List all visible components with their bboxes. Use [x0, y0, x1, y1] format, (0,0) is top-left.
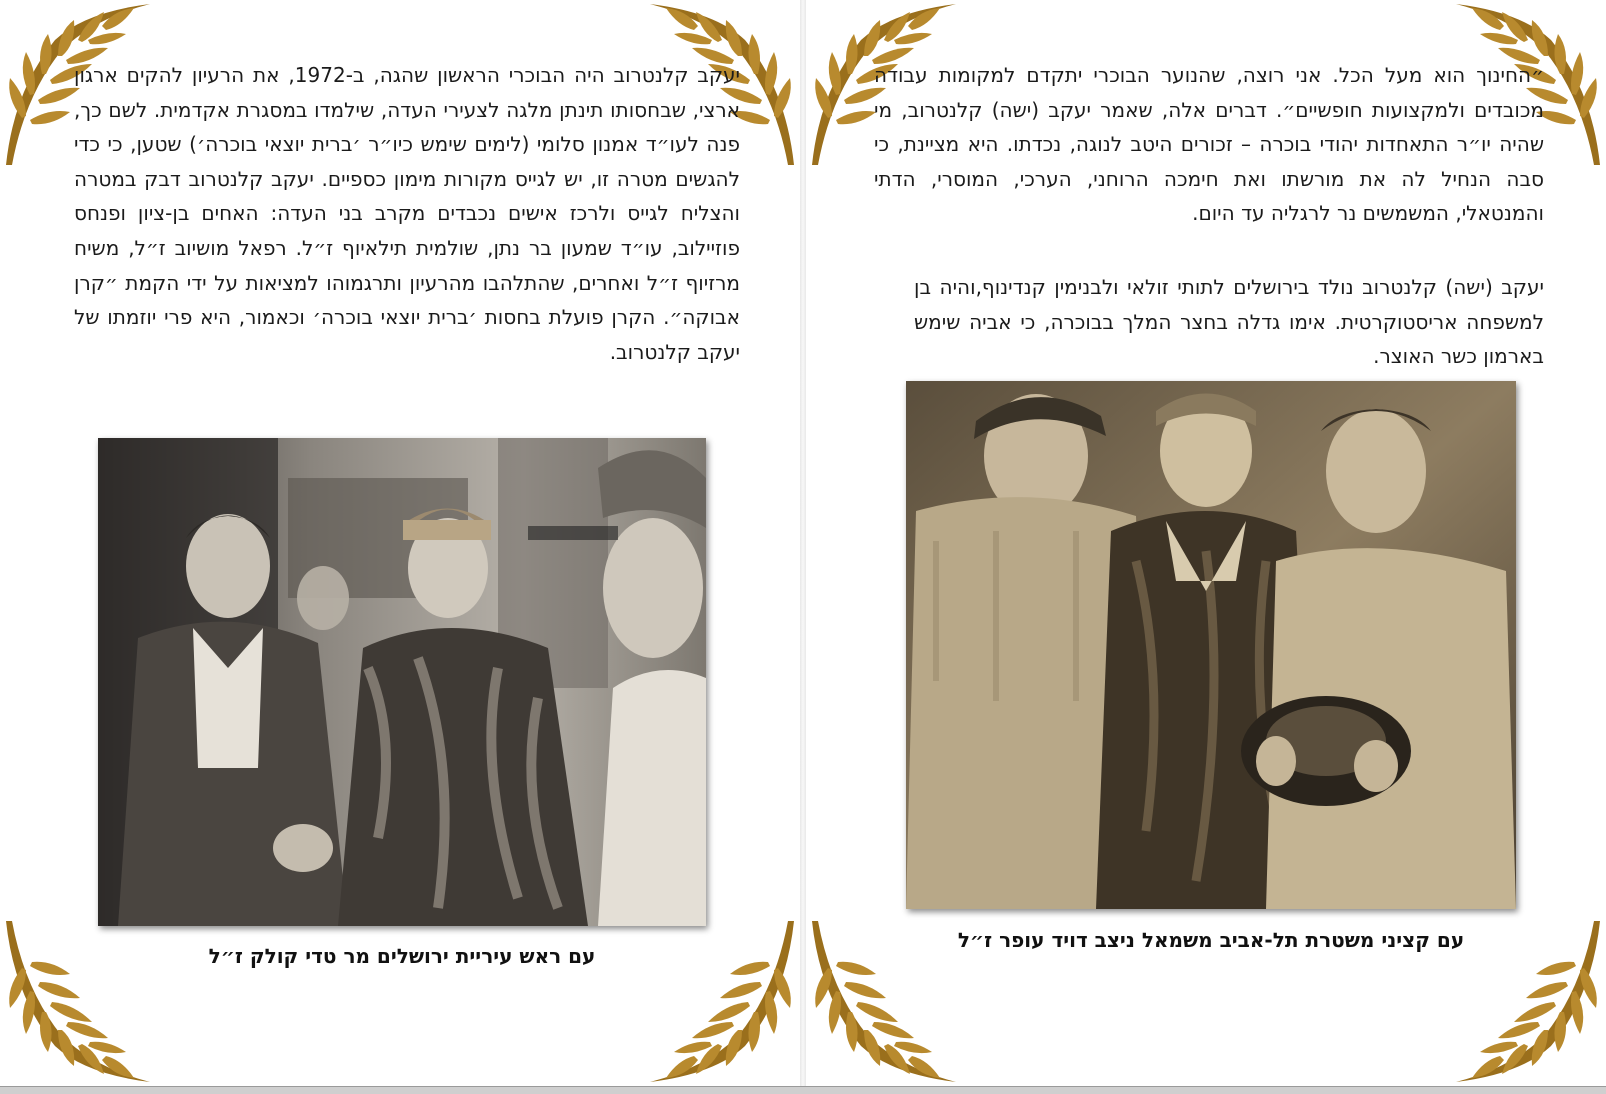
gold-leaf-sprig-icon: [630, 916, 800, 1086]
left-paragraph: יעקב קלנטרוב היה הבוכרי הראשון שהגה, ב-1972, את הרעיון להקים ארגון ארצי, שבחסותו תינתן מלגה לצעירי העדה, שילמדו במסגרת אקדמית. לשם כך, פנה לעו״ד אמנון סלומי (לימים שימש כיו״ר ׳ברית יוצאי בוכרה׳) שטען, כי כדי להגשים מטרה זו, יש לגייס מקורות מימון כספיים. יעקב קלנטרוב דבק במטרה והצליח לגייס ולרכז אישים נכבדים מקרב בני העדה: האחים בן-ציון ופנחס פוזיילוב, עו״ד שמעון בר נתן, שולמית תילאיוף ז״ל. רפאל מושיוב ז״ל, משיח מרזיוף ז״ל ואחרים, שהתלהבו מהרעיון ותרגמוהו למציאות על ידי הקמת ״קרן אבוקה״. הקרן פועלת בחסות ׳ברית יוצאי בוכרה׳ וכאמור, היא פרי יוזמתו של יעקב קלנטרוב.: [74, 63, 740, 364]
ornament-bottom-left: [0, 916, 170, 1086]
photo-teddy-kollek: [98, 438, 706, 926]
ornament-bottom-right: [630, 916, 800, 1086]
gold-leaf-sprig-icon: [0, 916, 170, 1086]
left-photo-caption: עם ראש עיריית ירושלים מר טדי קולק ז״ל: [208, 944, 596, 968]
left-page: [0, 0, 800, 1086]
right-photo-caption: עם קציני משטרת תל-אביב משמאל ניצב דויד עופר ז״ל: [957, 928, 1465, 952]
right-paragraph-2: יעקב (ישה) קלנטרוב נולד בירושלים לתותי זולאי ולבנימין קנדינוף,והיה בן למשפחה אריסטוקרטית. אימו גדלה בחצר המלך בבוכרה, כי אביה שימש בארמון כשר האוצר.: [914, 275, 1544, 369]
right-page: [806, 0, 1606, 1086]
right-paragraph-1: ״החינוך הוא מעל הכל. אני רוצה, שהנוער הבוכרי יתקדם למקומות עבודה מכובדים ולמקצועות חופשיים״. דברים אלה, שאמר יעקב (ישה) קלנטרוב, מי שהיה יו״ר התאחדות יהודי בוכרה – זכורים היטב לנוגה, נכדתו. היא מציינת, כי סבה הנחיל לה את מורשתו ואת חימכה הרוחני, הערכי, המוסרי, הדתי והמנטאלי, המשמשים נר לרגליה עד היום.: [874, 63, 1544, 226]
photo-police-officers: [906, 381, 1516, 909]
